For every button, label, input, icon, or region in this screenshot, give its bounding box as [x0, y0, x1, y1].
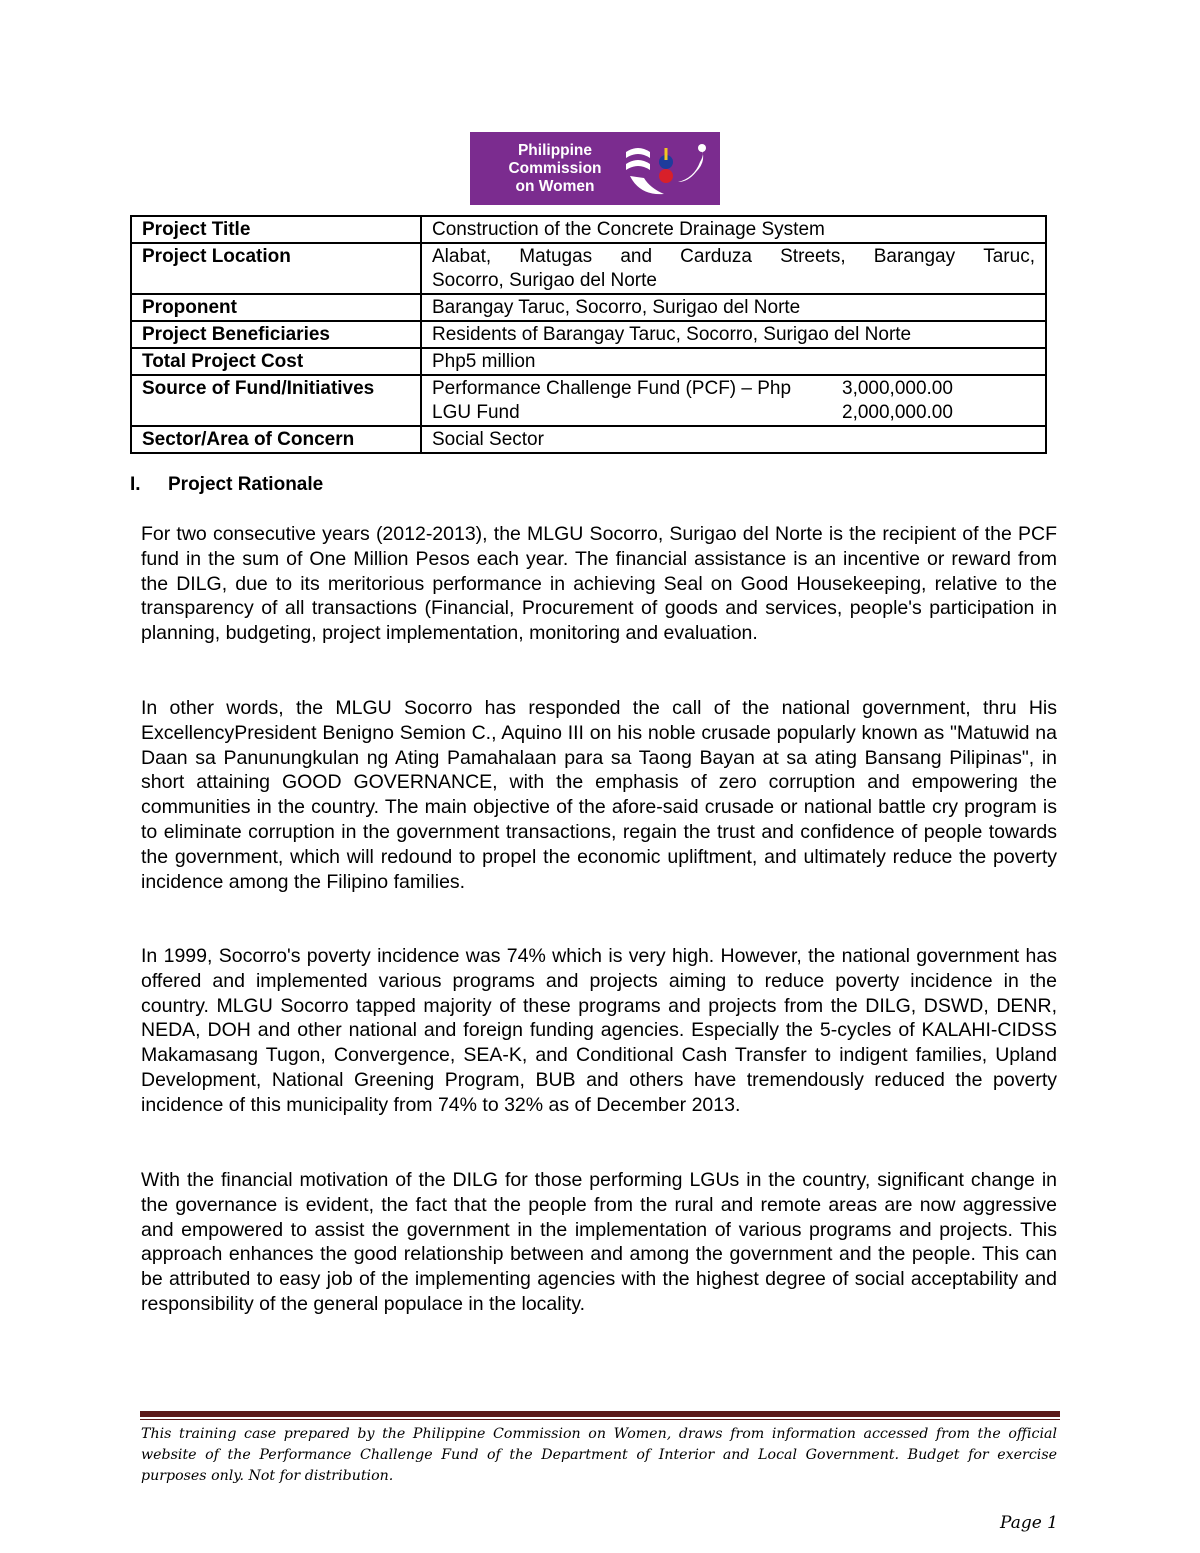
section-title: Project Rationale	[168, 474, 324, 495]
location-word: Matugas	[519, 246, 593, 267]
pcw-logo	[470, 132, 720, 205]
row-label: Source of Fund/Initiatives	[131, 375, 421, 426]
table-row	[131, 348, 1046, 375]
row-value: Construction of the Concrete Drainage System	[421, 216, 1046, 243]
fund-name: LGU Fund	[432, 402, 520, 423]
logo-wordmark	[470, 142, 630, 196]
row-label: Total Project Cost	[131, 348, 421, 375]
section-number: I.	[130, 474, 141, 495]
paragraph: In 1999, Socorro's poverty incidence was 74% which is very high. However, the national government has offered and implemented various programs and projects aiming to reduce poverty incidence in the country. MLGU Socorro tapped majority of these programs and projects from the DILG, DSWD, DENR, NEDA, DOH and other national and foreign funding agencies. Especially the 5-cycles of KALAHI-CIDSS Makamasang Tugon, Convergence, SEA-K, and Conditional Cash Transfer to indigent families, Upland Development, National Greening Program, BUB and others have tremendously reduced the poverty incidence of this municipality from 74% to 32% as of December 2013.	[141, 945, 1057, 1116]
table-row	[131, 243, 1046, 294]
fund-amount: 3,000,000.00	[842, 378, 953, 399]
fund-line	[432, 401, 1035, 425]
row-value: Barangay Taruc, Socorro, Surigao del Norte	[421, 294, 1046, 321]
location-word: and	[620, 246, 653, 267]
footer-divider-thin	[140, 1419, 1060, 1420]
table-row	[131, 294, 1046, 321]
row-value	[421, 243, 1046, 294]
location-line-2: Socorro, Surigao del Norte	[432, 270, 657, 291]
location-word: Carduza	[680, 246, 752, 267]
location-word: Taruc,	[983, 246, 1035, 267]
location-line-1	[432, 245, 1035, 269]
page-number: Page 1	[1000, 1513, 1058, 1533]
project-info-table	[130, 215, 1047, 454]
row-label: Project Beneficiaries	[131, 321, 421, 348]
row-label: Project Title	[131, 216, 421, 243]
logo-line-2: Commission	[508, 159, 602, 177]
paragraph: In other words, the MLGU Socorro has responded the call of the national government, thru His ExcellencyPresident Benigno Semion C., Aquino III on his noble crusade popularly known as "Matuwid na Daan sa Panunungkulan ng Ating Pamahalaan para sa Taong Bayan at sa ating Bansang Pilipinas", in short attaining GOOD GOVERNANCE, with the emphasis of zero corruption and empowering the communities in the country. The main objective of the afore-said crusade or national battle cry program is to eliminate corruption in the government transactions, regain the trust and confidence of people towards the government, which will redound to propel the economic upliftment, and ultimately reduce the poverty incidence among the Filipino families.	[141, 697, 1057, 893]
fund-amount: 2,000,000.00	[842, 402, 953, 423]
table-row	[131, 321, 1046, 348]
footer-divider	[140, 1411, 1060, 1417]
row-label: Project Location	[131, 243, 421, 294]
table-row	[131, 426, 1046, 453]
logo-line-1: Philippine	[517, 141, 593, 159]
row-label: Sector/Area of Concern	[131, 426, 421, 453]
pcw-emblem-icon	[620, 138, 712, 200]
table-row	[131, 375, 1046, 426]
location-word: Alabat,	[432, 246, 492, 267]
location-word: Streets,	[780, 246, 846, 267]
footer-note: This training case prepared by the Philippine Commission on Women, draws from information accessed from the official website of the Performance Challenge Fund of the Department of Interior and Local Government. Budget for exercise purposes only. Not for distribution.	[141, 1426, 1057, 1484]
fund-line	[432, 377, 1035, 401]
location-word: Barangay	[873, 246, 956, 267]
paragraph: For two consecutive years (2012-2013), the MLGU Socorro, Surigao del Norte is the recipient of the PCF fund in the sum of One Million Pesos each year. The financial assistance is an incentive or reward from the DILG, due to its meritorious performance in achieving Seal on Good Housekeeping, relative to the transparency of all transactions (Financial, Procurement of goods and services, people's participation in planning, budgeting, project implementation, monitoring and evaluation.	[141, 523, 1057, 645]
row-value: Social Sector	[421, 426, 1046, 453]
row-value: Php5 million	[421, 348, 1046, 375]
paragraph: With the financial motivation of the DILG for those performing LGUs in the country, significant change in the governance is evident, the fact that the people from the rural and remote areas are now aggressive and empowered to assist the government in the implementation of various programs and projects. This approach enhances the good relationship between and among the government and the people. This can be attributed to easy job of the implementing agencies with the highest degree of social acceptability and responsibility of the general populace in the locality.	[141, 1169, 1057, 1315]
fund-name: Performance Challenge Fund (PCF) – Php	[432, 378, 792, 399]
logo-line-3: on Women	[515, 177, 595, 195]
table-row	[131, 216, 1046, 243]
row-label: Proponent	[131, 294, 421, 321]
section-heading	[130, 474, 323, 496]
row-value	[421, 375, 1046, 426]
row-value: Residents of Barangay Taruc, Socorro, Surigao del Norte	[421, 321, 1046, 348]
